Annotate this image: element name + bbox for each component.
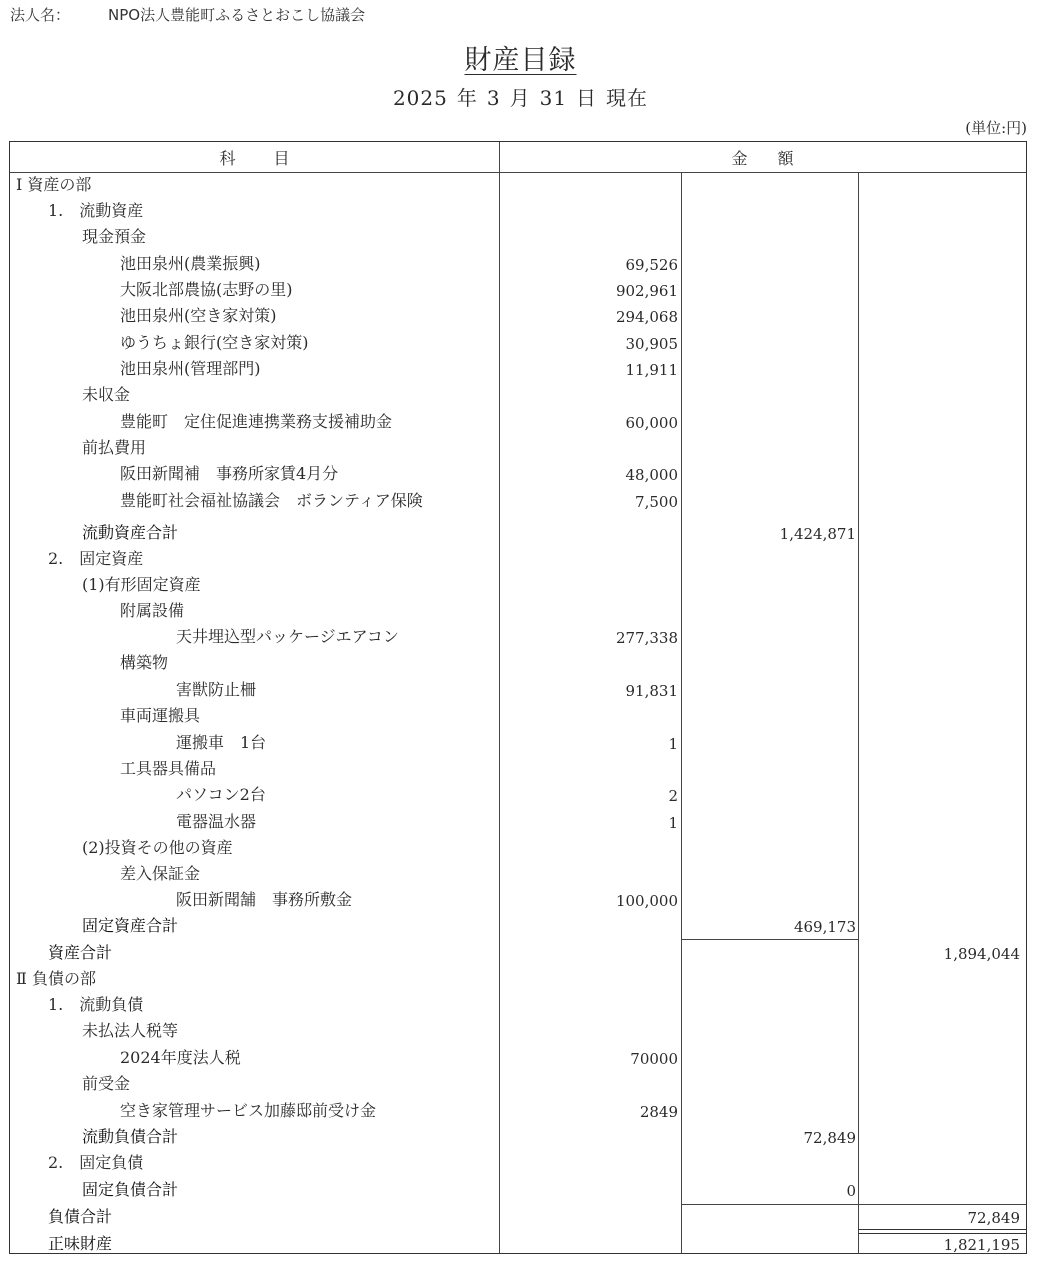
document-title: 財産目録 — [464, 45, 577, 76]
table-row: 流動資産合計 1,424,871 — [82, 523, 856, 543]
table-row: 池田泉州(農業振興) 69,526 — [120, 254, 678, 274]
date-year: 2025 — [392, 86, 448, 110]
date-month-unit: 月 — [509, 86, 531, 110]
table-row: 豊能町社会福祉協議会 ボランティア保険 7,500 — [120, 491, 678, 511]
table-row: 固定資産合計 469,173 — [82, 916, 856, 936]
table-row: ゆうちょ銀行(空き家対策) 30,905 — [120, 333, 678, 353]
table-header — [10, 142, 1026, 173]
table-row: Ⅱ 負債の部 — [16, 969, 96, 988]
table-row: 1. 流動負債 — [48, 995, 144, 1014]
table-row: 工具器具備品 — [120, 759, 217, 778]
table-row: 2024年度法人税 70000 — [120, 1048, 678, 1068]
table-row: (1)有形固定資産 — [82, 575, 201, 594]
column-header-amount: 金額 — [731, 149, 824, 168]
table-row: 大阪北部農協(志野の里) 902,961 — [120, 280, 678, 300]
asset-inventory-table — [9, 141, 1027, 1254]
table-row: 差入保証金 — [120, 864, 201, 883]
table-row: 負債合計 72,849 — [48, 1207, 1020, 1227]
table-row: 現金預金 — [82, 227, 147, 246]
table-row: 未収金 — [82, 385, 131, 404]
date-day: 31 — [539, 86, 568, 110]
table-row: 未払法人税等 — [82, 1021, 179, 1040]
table-row: 空き家管理サービス加藤邸前受け金 2849 — [120, 1101, 678, 1121]
table-row: (2)投資その他の資産 — [82, 838, 233, 857]
table-row: 池田泉州(空き家対策) 294,068 — [120, 306, 678, 326]
column-header-item: 科目 — [219, 149, 328, 168]
table-row: Ⅰ 資産の部 — [16, 175, 92, 194]
table-row: 2. 固定負債 — [48, 1153, 144, 1172]
table-row: 阪田新聞補 事務所家賃4月分 48,000 — [120, 464, 678, 484]
currency-unit: (単位:円) — [965, 119, 1027, 137]
table-row: 構築物 — [120, 653, 169, 672]
date-suffix: 現在 — [606, 86, 649, 110]
table-row: 正味財産 1,821,195 — [48, 1234, 1020, 1254]
table-row: 害獣防止柵 91,831 — [176, 680, 678, 700]
date-month: 3 — [486, 86, 501, 110]
corporation-line — [10, 4, 365, 25]
table-row: 1. 流動資産 — [48, 201, 144, 220]
table-row: 附属設備 — [120, 601, 185, 620]
corporation-label: 法人名： — [10, 6, 71, 24]
table-row: 池田泉州(管理部門) 11,911 — [120, 359, 678, 379]
corporation-name: NPO法人豊能町ふるさとおこし協議会 — [108, 6, 366, 24]
as-of-date — [0, 82, 1041, 111]
table-row: 前払費用 — [82, 438, 147, 457]
table-row: 固定負債合計 0 — [82, 1180, 856, 1200]
table-row: 運搬車 1台 1 — [176, 733, 678, 753]
table-row: 天井埋込型パッケージエアコン 277,338 — [176, 627, 678, 647]
table-row: 阪田新聞舗 事務所敷金 100,000 — [176, 890, 678, 910]
table-row: 電器温水器 1 — [176, 812, 678, 832]
table-row: 資産合計 1,894,044 — [48, 943, 1020, 963]
table-row: 豊能町 定住促進連携業務支援補助金 60,000 — [120, 412, 678, 432]
date-year-unit: 年 — [456, 86, 478, 110]
table-row: 車両運搬具 — [120, 706, 201, 725]
table-row: パソコン2台 2 — [176, 785, 678, 805]
date-day-unit: 日 — [576, 86, 598, 110]
table-row: 流動負債合計 72,849 — [82, 1127, 856, 1147]
table-row: 2. 固定資産 — [48, 549, 144, 568]
table-row: 前受金 — [82, 1074, 131, 1093]
